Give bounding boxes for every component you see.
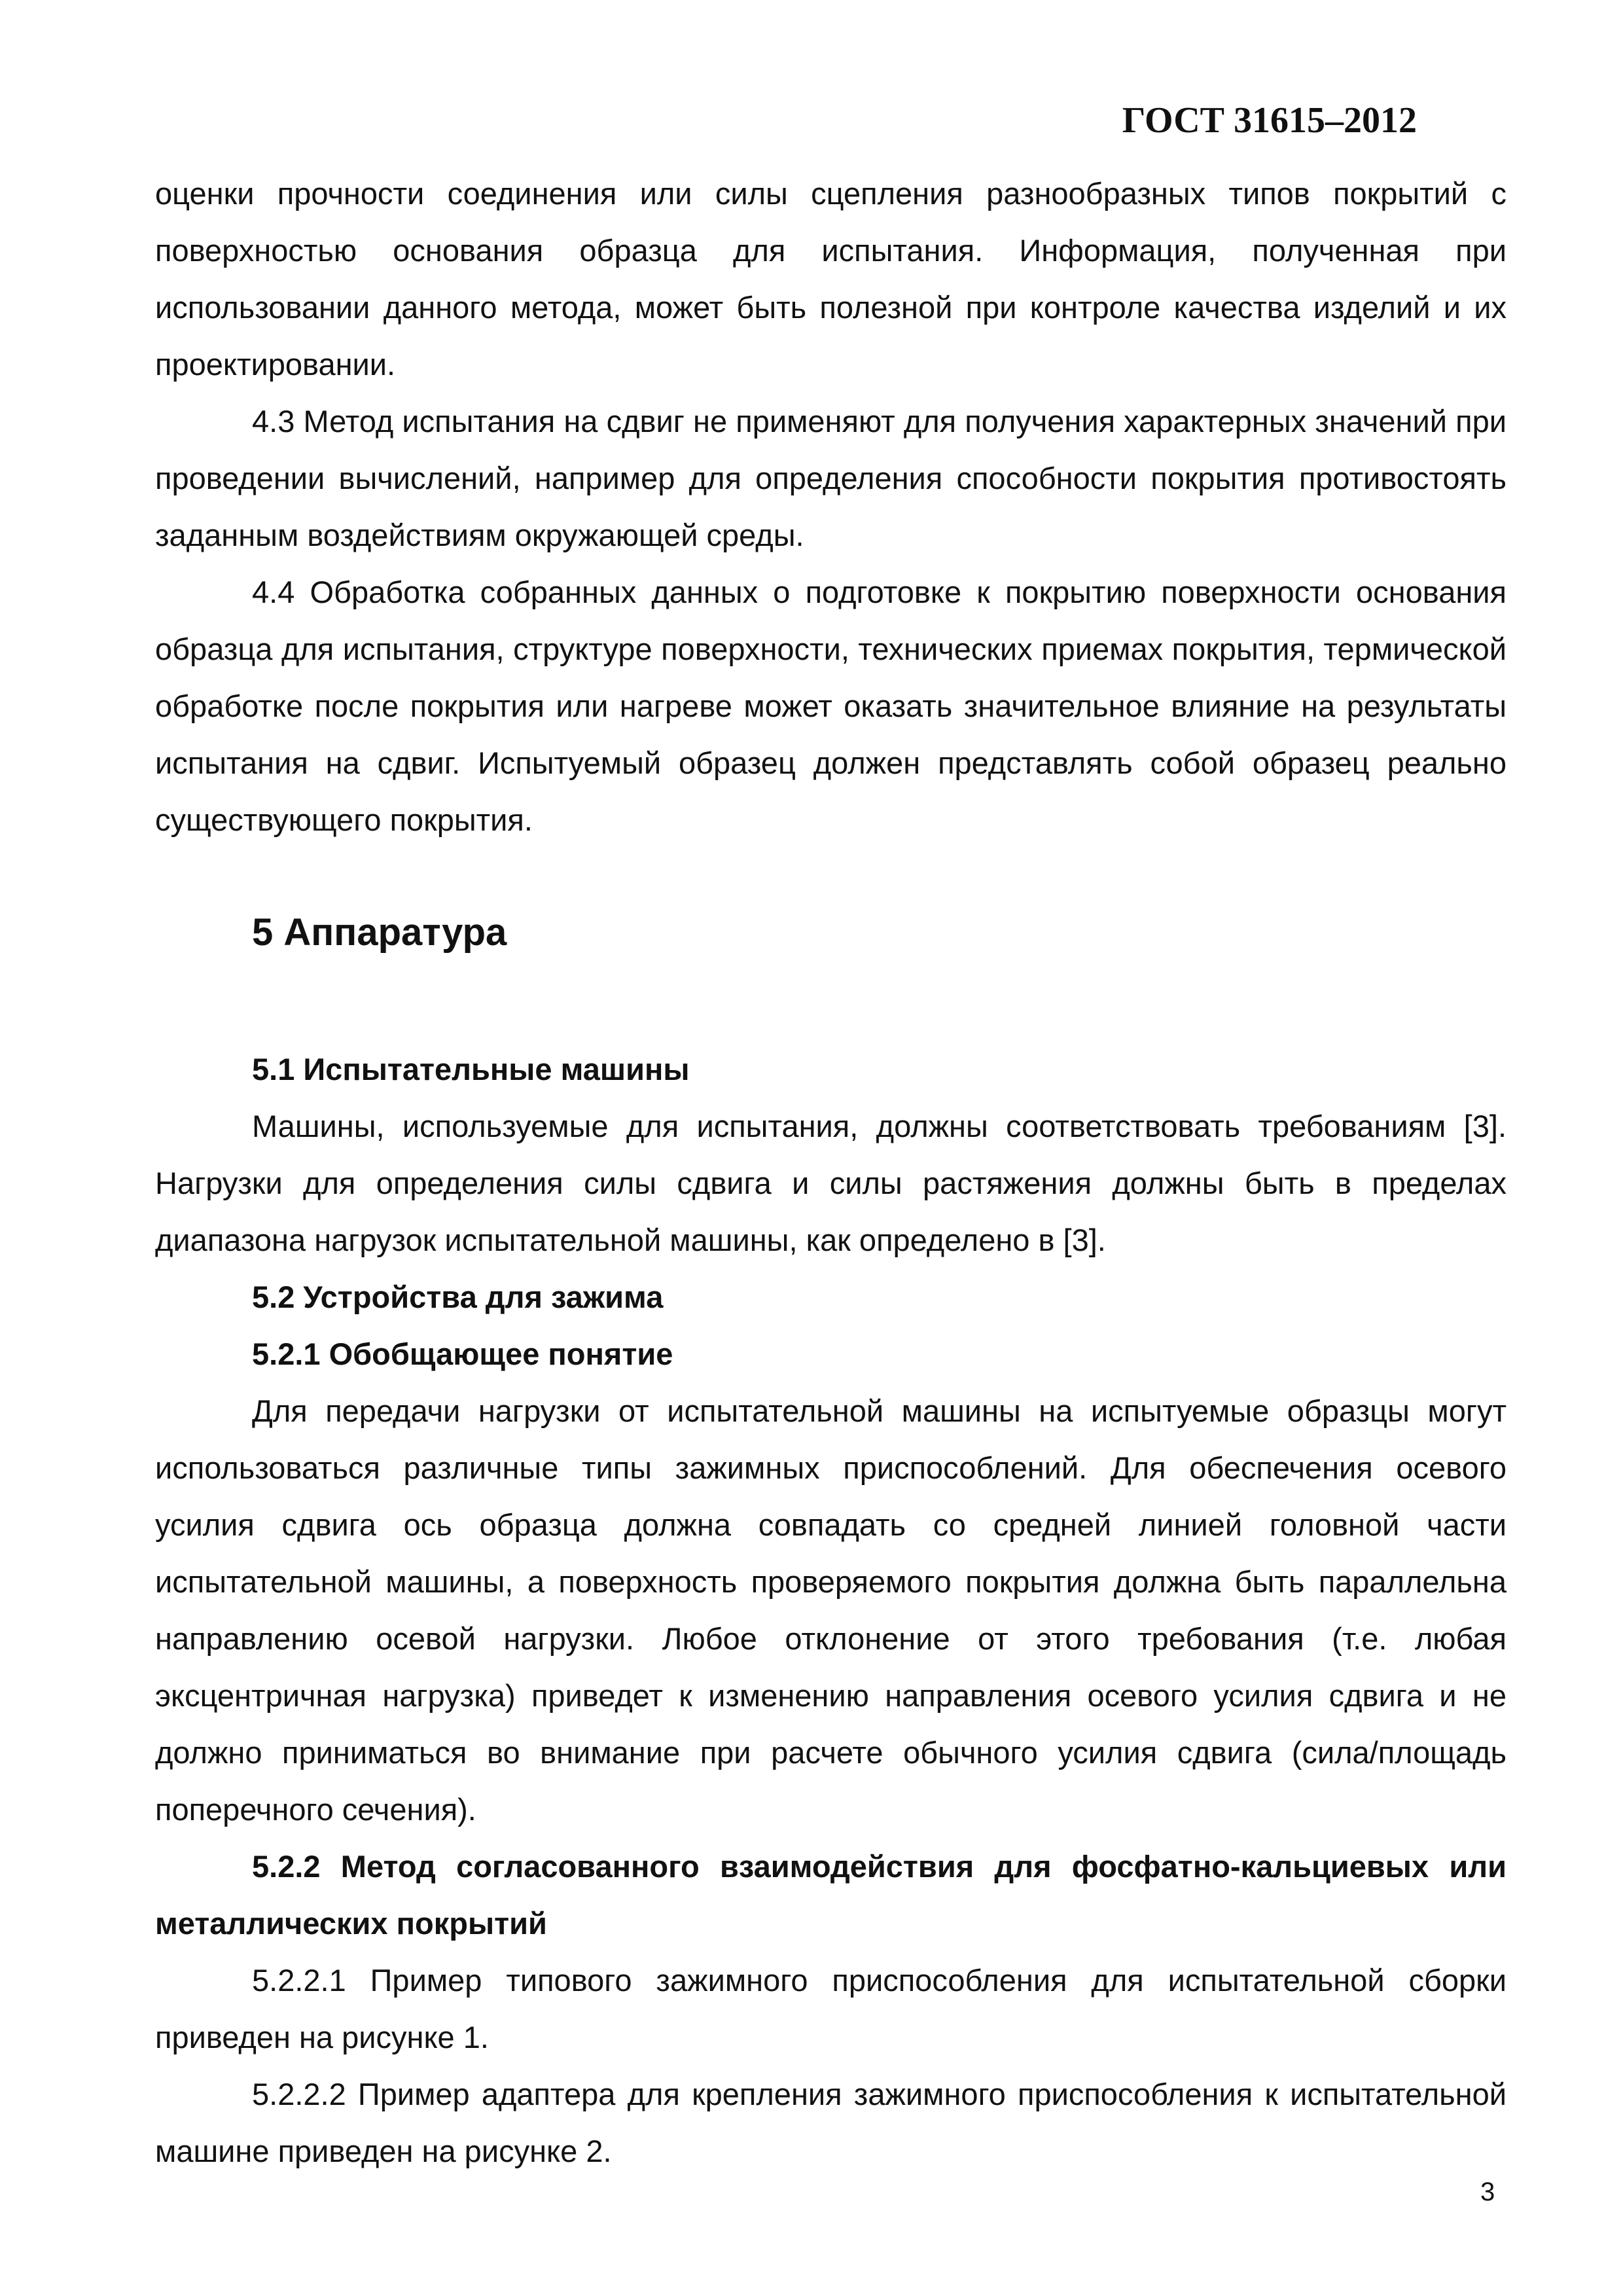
subsection-heading-5-2-1: 5.2.1 Обобщающее понятие: [252, 1336, 673, 1371]
section-heading-5: 5 Аппаратура: [252, 911, 507, 954]
paragraph-continuation: оценки прочности соединения или силы сцепления разнообразных типов покрытий с поверхностью основания образца для испытания. Информация, полученная при использовании данного метода, может быть полезной при контроле качества изделий и их проектировании.: [155, 176, 1507, 382]
paragraph-5-2-1: Для передачи нагрузки от испытательной машины на испытуемые образцы могут использоваться различные типы зажимных приспособлений. Для обеспечения осевого усилия сдвига ось образца должна совпадать со средней линией головной части испытательной машины, а поверхность проверяемого покрытия должна быть параллельна направлению осевой нагрузки. Любое отклонение от этого требования (т.е. любая эксцентричная нагрузка) приведет к изменению направления осевого усилия сдвига и не должно приниматься во внимание при расчете обычного усилия сдвига (сила/площадь поперечного сечения).: [155, 1393, 1507, 1827]
subsection-heading-5-2: 5.2 Устройства для зажима: [252, 1280, 664, 1314]
document-code-header: ГОСТ 31615–2012: [1122, 100, 1417, 141]
paragraph-5-2-2-1: 5.2.2.1 Пример типового зажимного приспособления для испытательной сборки приведен на рисунке 1.: [155, 1963, 1507, 2054]
subsection-heading-5-1: 5.1 Испытательные машины: [252, 1052, 690, 1086]
paragraph-4-3: 4.3 Метод испытания на сдвиг не применяют для получения характерных значений при проведении вычислений, например для определения способности покрытия противостоять заданным воздействиям окружающей среды.: [155, 404, 1507, 552]
paragraph-5-2-2-2: 5.2.2.2 Пример адаптера для крепления зажимного приспособления к испытательной машине приведен на рисунке 2.: [155, 2077, 1507, 2168]
subsection-heading-5-2-2: 5.2.2 Метод согласованного взаимодействия для фосфатно-кальциевых или металлических покрытий: [155, 1849, 1507, 1941]
document-body: [155, 165, 1507, 2179]
page-number: 3: [1480, 2178, 1495, 2206]
paragraph-5-1: Машины, используемые для испытания, должны соответствовать требованиям [3]. Нагрузки для определения силы сдвига и силы растяжения должны быть в пределах диапазона нагрузок испытательной машины, как определено в [3].: [155, 1109, 1507, 1257]
paragraph-4-4: 4.4 Обработка собранных данных о подготовке к покрытию поверхности основания образца для испытания, структуре поверхности, технических приемах покрытия, термической обработке после покрытия или нагреве может оказать значительное влияние на результаты испытания на сдвиг. Испытуемый образец должен представлять собой образец реально существующего покрытия.: [155, 575, 1507, 837]
